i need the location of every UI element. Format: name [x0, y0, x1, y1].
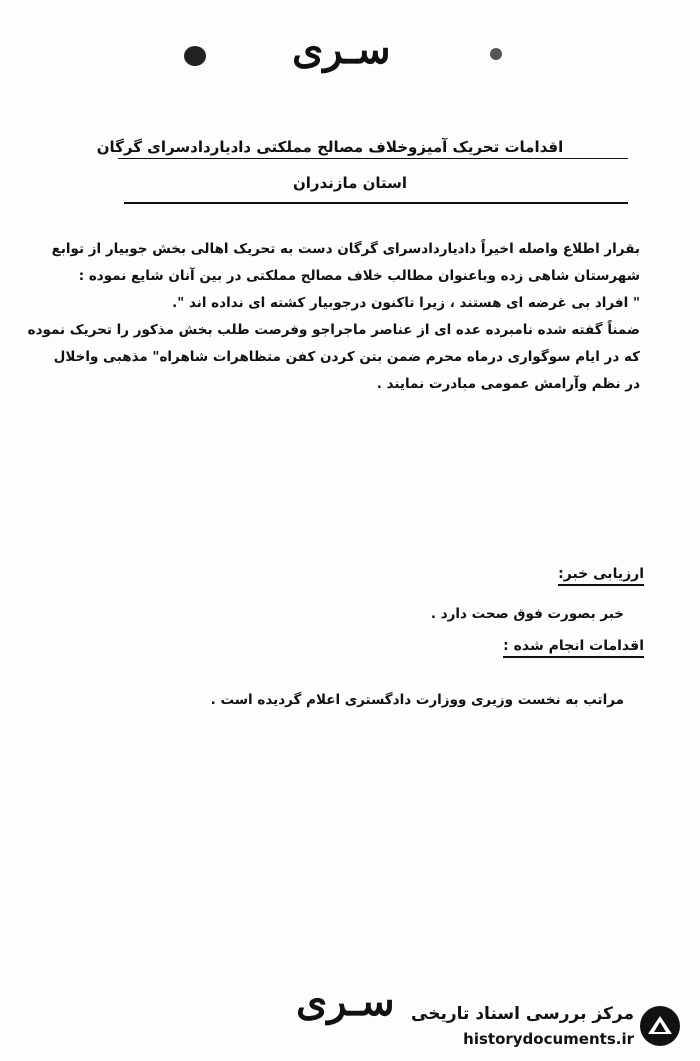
archive-website[interactable]: historydocuments.ir: [463, 1030, 634, 1048]
title-double-rule: [124, 202, 628, 204]
archive-center-name: مرکز بررسی اسناد تاریخی: [411, 1004, 634, 1024]
evaluation-text: خبر بصورت فوق صحت دارد .: [430, 606, 624, 622]
title-underline: [118, 158, 628, 159]
body-line: " افراد بی غرضه ای هستند ، زیرا تاکنون درجوبیار کشته ای نداده اند ".: [172, 295, 640, 311]
body-line: شهرستان شاهی زده وباعنوان مطالب خلاف مصالح مملکتی در بین آنان شایع نموده :: [78, 268, 640, 284]
actions-text: مراتب به نخست وزیری ووزارت دادگستری اعلام گردیده است .: [210, 692, 624, 708]
body-line: که در ایام سوگواری درماه محرم ضمن بتن کردن کفن متظاهرات شاهراه" مذهبی واخلال: [53, 349, 640, 365]
body-line: بقرار اطلاع واصله اخیراً دادیاردادسرای گرگان دست به تحریک اهالی بخش جوبیار از توابع: [51, 241, 640, 257]
classification-stamp-top: سـرى: [292, 26, 391, 73]
punch-hole-right: [490, 48, 502, 60]
body-line: در نظم وآرامش عمومی مبادرت نمایند .: [376, 376, 640, 392]
punch-hole-left: [184, 46, 206, 66]
body-line: ضمناً گفته شده نامبرده عده ای از عناصر ماجراجو وفرصت طلب بخش مذکور را تحریک نموده: [27, 322, 640, 338]
evaluation-heading: ارزیابی خبر:: [558, 566, 644, 586]
report-body: [18, 236, 640, 398]
classification-stamp-bottom: سـرى: [296, 978, 395, 1025]
actions-heading: اقدامات انجام شده :: [503, 638, 644, 658]
document-title: اقدامات تحریک آمیزوخلاف مصالح مملکتی دادیاردادسرای گرگان: [96, 138, 564, 156]
archive-logo-icon: [638, 1004, 682, 1048]
document-subtitle: استان مازندران: [292, 174, 408, 192]
